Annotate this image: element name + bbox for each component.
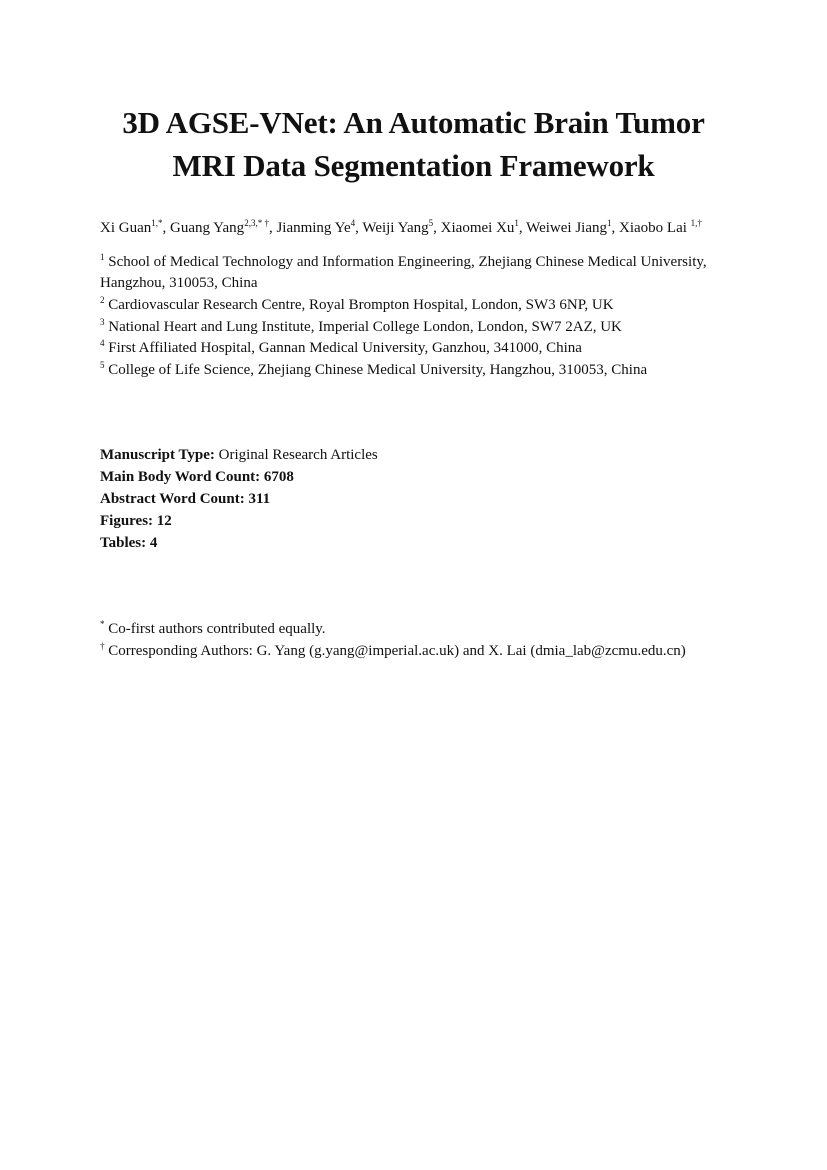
author-name: Jianming Ye xyxy=(276,220,351,236)
manuscript-type-label: Manuscript Type: xyxy=(100,447,215,463)
title-line-1: 3D AGSE-VNet: An Automatic Brain Tumor xyxy=(122,105,705,140)
affiliation-text: National Heart and Lung Institute, Imperial College London, London, SW7 2AZ, UK xyxy=(104,319,622,335)
affiliation-number: 5 xyxy=(100,360,105,370)
author-separator: , xyxy=(162,220,170,236)
corresponding-footnote xyxy=(100,643,686,660)
author-separator: , xyxy=(433,220,441,236)
author-affiliation-mark: 4 xyxy=(350,218,356,228)
footnote-mark: † xyxy=(100,641,105,651)
affiliation-text: Cardiovascular Research Centre, Royal Brompton Hospital, London, SW3 6NP, UK xyxy=(104,297,614,313)
author-affiliation-mark: 1,† xyxy=(690,218,702,228)
affiliation-4 xyxy=(100,338,582,359)
affiliation-text: School of Medical Technology and Information Engineering, Zhejiang Chinese Medical University, xyxy=(104,254,707,270)
author-separator: , xyxy=(611,220,619,236)
author-affiliation-mark: 2,3,* † xyxy=(244,218,269,228)
author-name: Guang Yang xyxy=(170,220,245,236)
affiliation-5 xyxy=(100,360,647,381)
affiliation-number: 1 xyxy=(100,252,105,262)
author-separator: , xyxy=(268,220,277,236)
affiliation-number: 2 xyxy=(100,295,105,305)
affiliation-text: College of Life Science, Zhejiang Chinese Medical University, Hangzhou, 310053, China xyxy=(104,362,648,378)
tables-count-text: Tables: 4 xyxy=(100,535,158,551)
cofirst-footnote xyxy=(100,621,326,638)
author-list xyxy=(100,220,702,237)
title-line-2: MRI Data Segmentation Framework xyxy=(172,148,655,183)
affiliation-number: 3 xyxy=(100,317,105,327)
main-body-word-count-text: Main Body Word Count: 6708 xyxy=(100,469,294,485)
author-name: Xi Guan xyxy=(100,220,152,236)
affiliation-1 xyxy=(100,252,707,294)
affiliation-3 xyxy=(100,317,622,338)
footnote-text: Co-first authors contributed equally. xyxy=(104,621,326,637)
main-body-word-count xyxy=(100,469,294,486)
author-affiliation-mark: 5 xyxy=(428,218,434,228)
author-name: Weiwei Jiang xyxy=(526,220,607,236)
author-separator: , xyxy=(355,220,363,236)
abstract-word-count-text: Abstract Word Count: 311 xyxy=(100,491,271,507)
figures-count-text: Figures: 12 xyxy=(100,513,172,529)
manuscript-type xyxy=(100,447,378,464)
author-affiliation-mark: 1 xyxy=(607,218,612,228)
author-name: Xiaobo Lai xyxy=(619,220,691,236)
affiliation-2 xyxy=(100,295,614,316)
affiliation-text-continued: Hangzhou, 310053, China xyxy=(100,275,258,291)
affiliation-text: First Affiliated Hospital, Gannan Medical University, Ganzhou, 341000, China xyxy=(104,340,582,356)
abstract-word-count xyxy=(100,491,270,508)
paper-title xyxy=(60,101,767,187)
author-name: Xiaomei Xu xyxy=(440,220,515,236)
author-affiliation-mark: 1 xyxy=(514,218,519,228)
footnote-mark: * xyxy=(100,619,105,629)
author-affiliation-mark: 1,* xyxy=(151,218,163,228)
footnote-text: Corresponding Authors: G. Yang (g.yang@imperial.ac.uk) and X. Lai (dmia_lab@zcmu.edu.cn) xyxy=(104,643,686,659)
author-separator: , xyxy=(518,220,527,236)
figures-count xyxy=(100,513,172,530)
affiliation-number: 4 xyxy=(100,338,105,348)
tables-count xyxy=(100,535,157,552)
author-name: Weiji Yang xyxy=(362,220,429,236)
manuscript-type-value: Original Research Articles xyxy=(214,447,378,463)
